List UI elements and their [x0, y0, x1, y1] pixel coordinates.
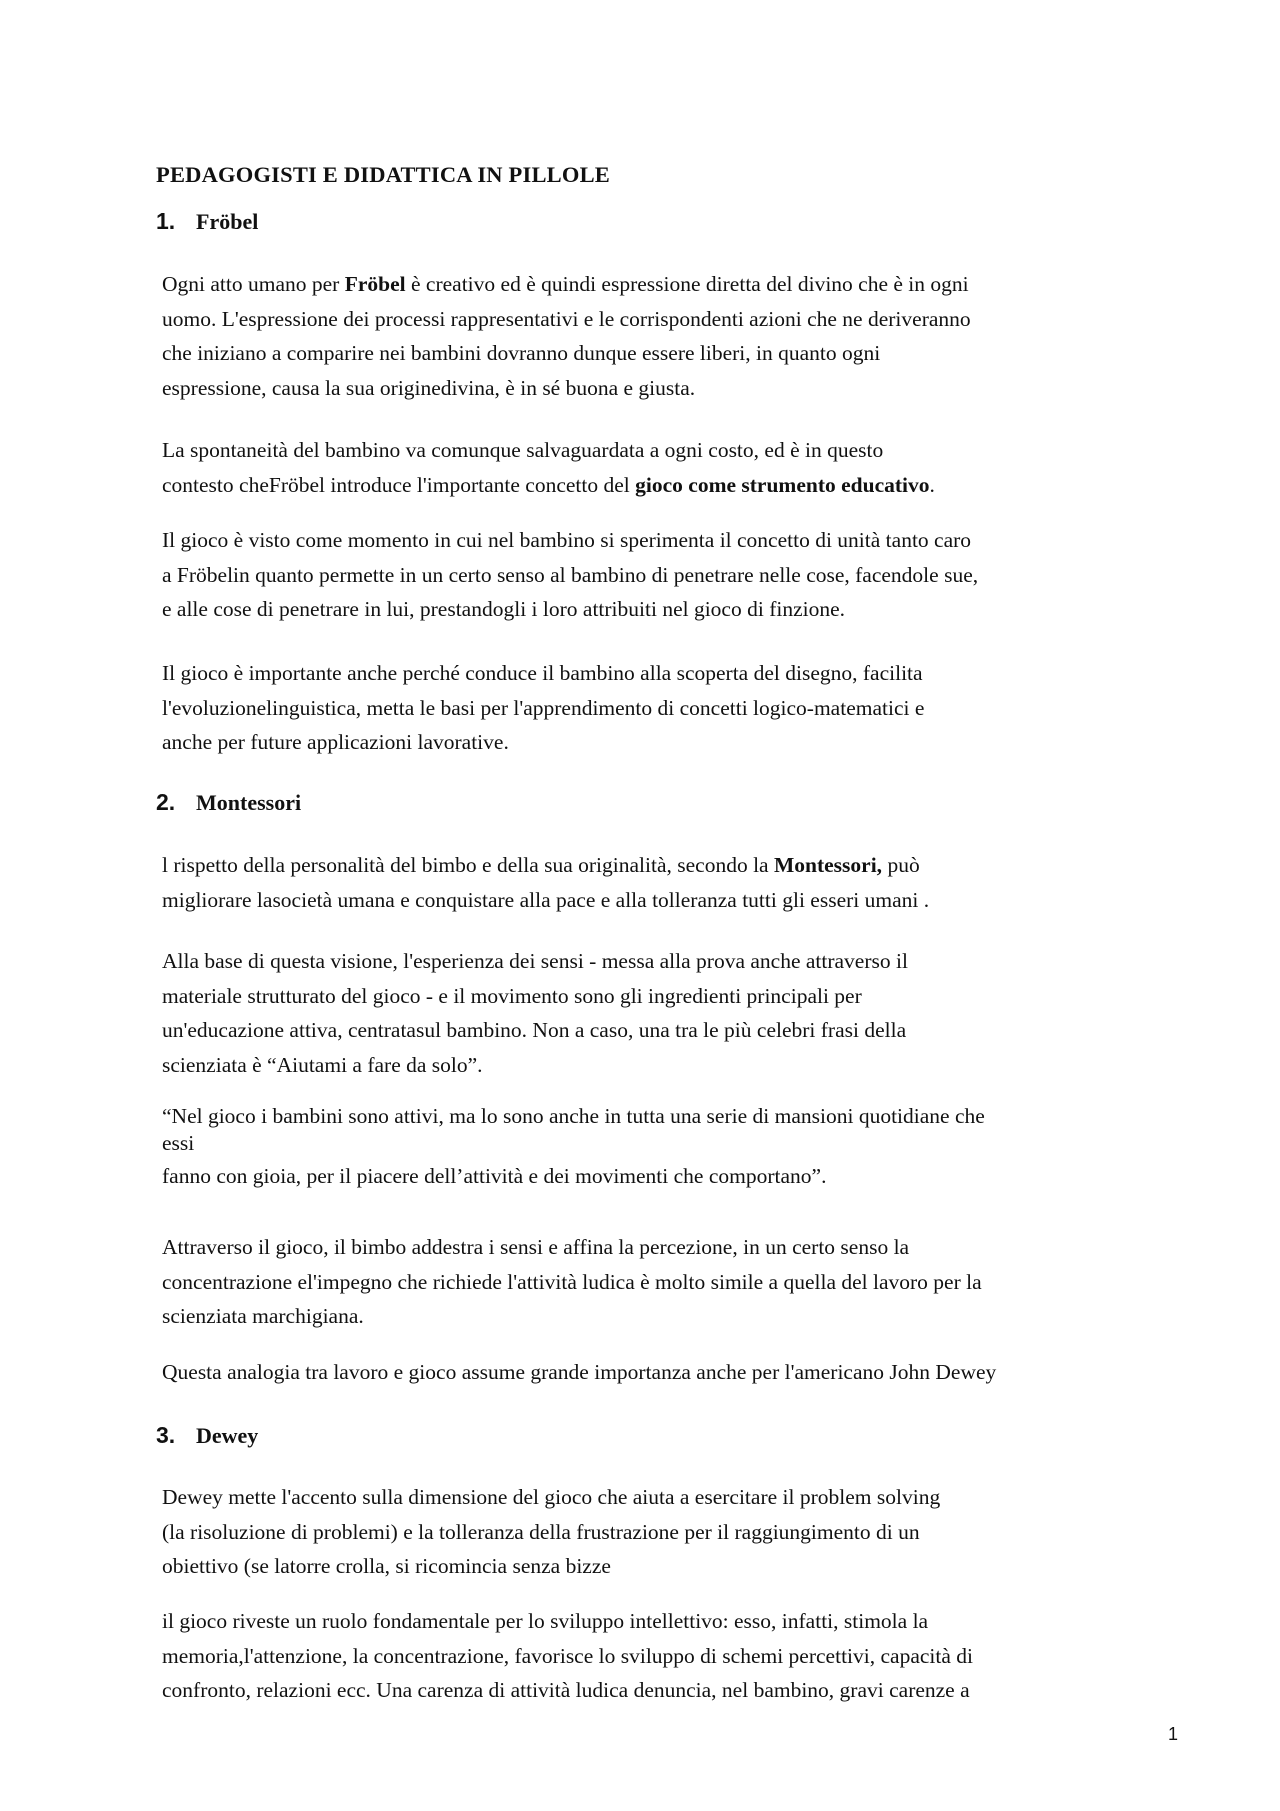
- text-line: [162, 848, 1182, 883]
- text-line: [162, 468, 1182, 503]
- paragraph-dewey-2: [162, 1604, 1182, 1708]
- text-line: Il gioco è importante anche perché conduce il bambino alla scoperta del disegno, facilita: [162, 661, 923, 685]
- paragraph-montessori-2: [162, 944, 1182, 1082]
- text-line: scienziata è “Aiutami a fare da solo”.: [162, 1052, 483, 1077]
- paragraph-montessori-5: [162, 1355, 1182, 1390]
- text-line: e alle cose di penetrare in lui, prestandogli i loro attribuiti nel gioco di finzione.: [162, 597, 846, 621]
- text-line: Attraverso il gioco, il bimbo addestra i sensi e affina la percezione, in un certo senso la: [162, 1235, 910, 1259]
- text-run: l rispetto della personalità del bimbo e della sua originalità, secondo la: [162, 853, 774, 877]
- text-line: un'educazione attiva, centratasul bambino. Non a caso, una tra le più celebri frasi della: [162, 1018, 907, 1042]
- paragraph-montessori-4: [162, 1230, 1182, 1334]
- section-heading-frobel: [156, 208, 258, 235]
- document-title: PEDAGOGISTI E DIDATTICA IN PILLOLE: [156, 162, 610, 187]
- text-line: l'evoluzionelinguistica, metta le basi per l'apprendimento di concetti logico-matematici e: [162, 695, 925, 720]
- paragraph-frobel-4: [162, 656, 1182, 760]
- bold-term: Montessori,: [773, 853, 883, 877]
- text-run: può: [882, 853, 920, 877]
- text-line: migliorare lasocietà umana e conquistare alla pace e alla tolleranza tutti gli esseri umani .: [162, 887, 930, 912]
- text-line: confronto, relazioni ecc. Una carenza di attività ludica denuncia, nel bambino, gravi carenze a: [162, 1678, 970, 1702]
- bold-term: Fröbel: [344, 272, 406, 296]
- section-heading-dewey: [156, 1422, 258, 1449]
- section-heading-montessori: [156, 789, 301, 816]
- section-title: Fröbel: [196, 209, 259, 234]
- section-title: Dewey: [196, 1423, 259, 1448]
- section-number: 2.: [156, 789, 176, 815]
- text-line: che iniziano a comparire nei bambini dovranno dunque essere liberi, in quanto ogni: [162, 341, 881, 365]
- paragraph-montessori-1: [162, 848, 1182, 917]
- text-line: Il gioco è visto come momento in cui nel bambino si sperimenta il concetto di unità tanto caro: [162, 528, 972, 552]
- paragraph-frobel-2: [162, 433, 1182, 502]
- text-line: uomo. L'espressione dei processi rappresentativi e le corrispondenti azioni che ne deriveranno: [162, 306, 971, 331]
- text-line: concentrazione el'impegno che richiede l'attività ludica è molto simile a quella del lavoro per la: [162, 1269, 982, 1294]
- paragraph-frobel-3: [162, 523, 1182, 627]
- text-line: il gioco riveste un ruolo fondamentale per lo sviluppo intellettivo: esso, infatti, stimola la: [162, 1609, 929, 1633]
- text-line: materiale strutturato del gioco - e il movimento sono gli ingredienti principali per: [162, 983, 862, 1008]
- section-title: Montessori: [196, 790, 302, 815]
- page-number: 1: [1168, 1724, 1179, 1744]
- text-line: a Fröbelin quanto permette in un certo senso al bambino di penetrare nelle cose, facendole sue,: [162, 562, 979, 587]
- text-line: (la risoluzione di problemi) e la tolleranza della frustrazione per il raggiungimento di un: [162, 1519, 920, 1544]
- paragraph-dewey-1: [162, 1480, 1182, 1584]
- section-number: 1.: [156, 208, 176, 234]
- bold-term: gioco come strumento educativo: [635, 472, 930, 497]
- text-run: Ogni atto umano per: [162, 272, 345, 296]
- text-line: Alla base di questa visione, l'esperienza dei sensi - messa alla prova anche attraverso il: [162, 949, 908, 973]
- text-run: è creativo ed è quindi espressione diretta del divino che è in ogni: [405, 272, 969, 296]
- text-line: La spontaneità del bambino va comunque salvaguardata a ogni costo, ed è in questo: [162, 438, 884, 462]
- paragraph-frobel-1: [162, 267, 1182, 405]
- text-line: essi: [162, 1131, 195, 1155]
- text-line: anche per future applicazioni lavorative.: [162, 730, 509, 754]
- text-line: Questa analogia tra lavoro e gioco assume grande importanza anche per l'americano John Dewey: [162, 1360, 997, 1384]
- text-line: scienziata marchigiana.: [162, 1304, 364, 1328]
- text-line: “Nel gioco i bambini sono attivi, ma lo sono anche in tutta una serie di mansioni quotidiane che: [162, 1104, 985, 1128]
- paragraph-montessori-quote: [162, 1103, 1182, 1190]
- text-line: memoria,l'attenzione, la concentrazione, favorisce lo sviluppo di schemi percettivi, capacità di: [162, 1643, 973, 1668]
- section-number: 3.: [156, 1422, 176, 1448]
- text-line: obiettivo (se latorre crolla, si ricomincia senza bizze: [162, 1554, 611, 1578]
- text-line: fanno con gioia, per il piacere dell’attività e dei movimenti che comportano”.: [162, 1164, 827, 1188]
- text-run: .: [929, 472, 935, 497]
- text-line: espressione, causa la sua originedivina, è in sé buona e giusta.: [162, 375, 696, 400]
- text-line: [162, 267, 1182, 302]
- text-line: Dewey mette l'accento sulla dimensione del gioco che aiuta a esercitare il problem solving: [162, 1485, 941, 1509]
- text-run: contesto cheFröbel introduce l'importante concetto del: [162, 472, 636, 497]
